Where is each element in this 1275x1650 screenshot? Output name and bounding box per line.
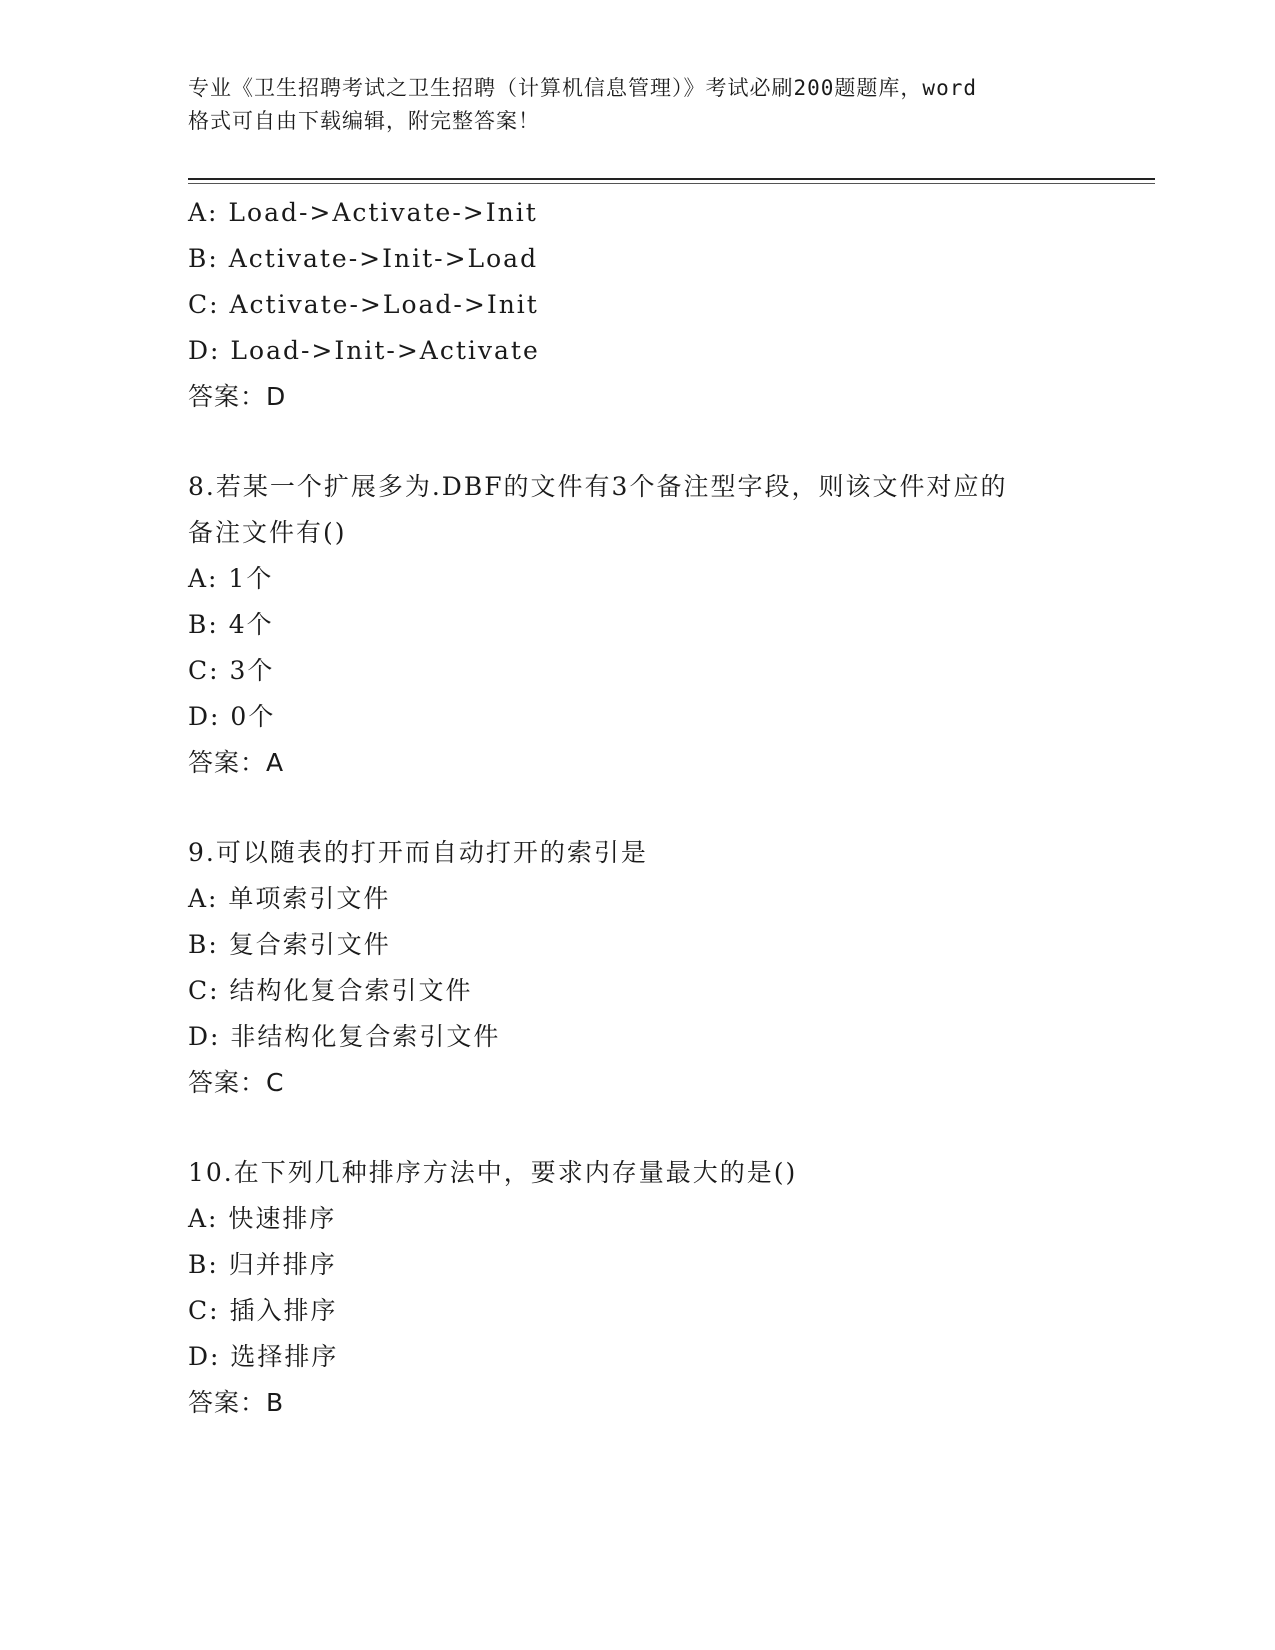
question-10-option-d: D: 选择排序 (188, 1342, 339, 1371)
question-9-block (188, 830, 1148, 1106)
question-8-option-c: C: 3个 (188, 656, 275, 685)
question-7-option-b: B: Activate->Init->Load (188, 244, 539, 273)
header-divider-thin (188, 183, 1155, 184)
spacer (188, 1106, 1148, 1150)
header-line-1: 专业《卫生招聘考试之卫生招聘（计算机信息管理）》考试必刷200题题库，word (188, 76, 977, 100)
question-10-block (188, 1150, 1148, 1426)
question-10-option-a: A: 快速排序 (188, 1204, 337, 1233)
question-8-block (188, 464, 1148, 786)
question-7-answer: 答案：D (188, 382, 287, 411)
header-line-2: 格式可自由下载编辑，附完整答案！ (188, 109, 540, 133)
question-8-text-line-1: 8.若某一个扩展多为.DBF的文件有3个备注型字段，则该文件对应的 (188, 472, 1008, 501)
question-8-text-line-2: 备注文件有() (188, 518, 347, 547)
question-8-answer: 答案：A (188, 748, 285, 777)
question-10-answer: 答案：B (188, 1388, 285, 1417)
question-10-text-line-1: 10.在下列几种排序方法中，要求内存量最大的是() (188, 1158, 798, 1187)
question-9-answer: 答案：C (188, 1068, 285, 1097)
header-divider-thick (188, 178, 1155, 180)
question-8-option-b: B: 4个 (188, 610, 274, 639)
question-8-option-a: A: 1个 (188, 564, 274, 593)
document-header (188, 72, 1088, 138)
question-9-text-line-1: 9.可以随表的打开而自动打开的索引是 (188, 838, 648, 867)
spacer (188, 420, 1148, 464)
question-9-option-a: A: 单项索引文件 (188, 884, 391, 913)
question-7-option-c: C: Activate->Load->Init (188, 290, 539, 319)
question-10-option-b: B: 归并排序 (188, 1250, 337, 1279)
question-9-option-b: B: 复合索引文件 (188, 930, 391, 959)
question-7-block (188, 190, 1148, 420)
question-9-option-c: C: 结构化复合索引文件 (188, 976, 473, 1005)
question-list (188, 190, 1148, 1426)
question-7-option-a: A: Load->Activate->Init (188, 198, 538, 227)
spacer (188, 786, 1148, 830)
question-10-option-c: C: 插入排序 (188, 1296, 338, 1325)
question-7-option-d: D: Load->Init->Activate (188, 336, 540, 365)
question-8-option-d: D: 0个 (188, 702, 276, 731)
question-9-option-d: D: 非结构化复合索引文件 (188, 1022, 501, 1051)
